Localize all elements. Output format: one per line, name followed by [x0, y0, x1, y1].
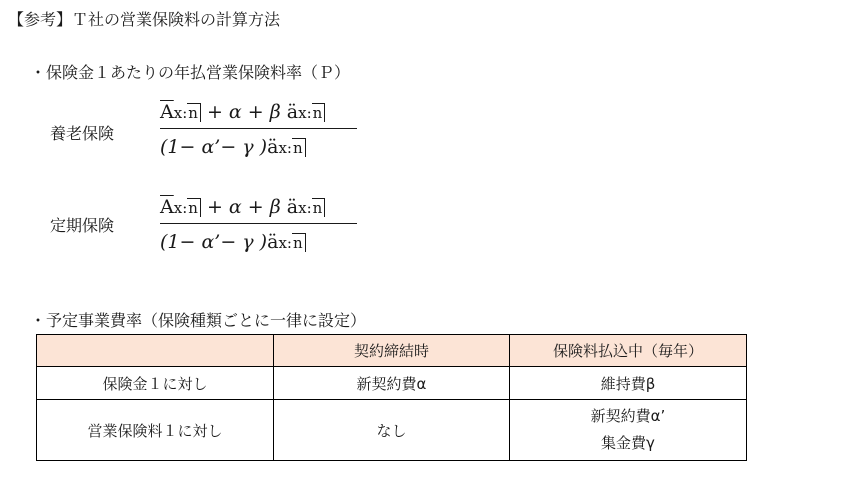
- header-cell-during-payment: 保険料払込中（毎年）: [510, 335, 747, 367]
- cell-during-payment-list: [510, 400, 747, 461]
- term-formula: [160, 195, 360, 254]
- page-title: 【参考】Ｔ社の営業保険料の計算方法: [8, 10, 281, 29]
- subscript-x: x:: [173, 199, 188, 217]
- table-row: [37, 367, 747, 400]
- denominator-lead: (1− α’− γ ): [160, 231, 268, 253]
- cell-maintenance-beta: 維持費β: [510, 367, 747, 400]
- term-insurance-label: 定期保険: [50, 216, 115, 235]
- table-row: [37, 400, 747, 461]
- subscript-x: x:: [278, 139, 292, 157]
- endowment-label: 養老保険: [50, 124, 115, 143]
- header-cell-empty: [37, 335, 274, 367]
- symbol-a-dots: ä: [267, 136, 279, 158]
- term-denominator: [160, 230, 360, 254]
- subscript-x: x:: [173, 104, 188, 122]
- expense-rate-table: [36, 334, 747, 461]
- angle-n: n: [187, 103, 201, 122]
- premium-rate-heading: ・保険金１あたりの年払営業保険料率（Ｐ）: [30, 63, 351, 82]
- loading-terms: + α + β: [200, 101, 287, 123]
- row-label-per-sum-insured: 保険金１に対し: [37, 367, 274, 400]
- angle-n: n: [292, 233, 306, 252]
- cell-collection-gamma: 集金費γ: [601, 434, 655, 452]
- subscript-x: x:: [298, 104, 312, 122]
- row-label-per-gross-premium: 営業保険料１に対し: [37, 400, 274, 461]
- fraction-bar: [160, 223, 357, 224]
- fraction-bar: [160, 128, 357, 129]
- cell-none: なし: [274, 400, 510, 461]
- symbol-a-bar: $\overline{A}$: [160, 101, 174, 123]
- endowment-formula: [160, 100, 360, 159]
- symbol-a-dots: ä: [286, 101, 299, 123]
- expense-rate-heading: ・予定事業費率（保険種類ごとに一律に設定）: [30, 311, 367, 330]
- table-header-row: [37, 335, 747, 367]
- endowment-denominator: [160, 135, 360, 159]
- endowment-numerator: [160, 100, 360, 124]
- angle-n: n: [312, 103, 326, 122]
- term-numerator: [160, 195, 360, 219]
- symbol-a-dots: ä: [286, 196, 299, 218]
- angle-n: n: [292, 138, 306, 157]
- symbol-a-bar: $\overline{A}$: [160, 196, 174, 218]
- loading-terms: + α + β: [200, 196, 287, 218]
- subscript-x: x:: [278, 234, 292, 252]
- symbol-a-dots: ä: [267, 231, 279, 253]
- cell-acquisition-alpha: 新契約費α: [274, 367, 510, 400]
- subscript-x: x:: [298, 199, 312, 217]
- angle-n: n: [312, 198, 326, 217]
- denominator-lead: (1− α’− γ ): [160, 136, 268, 158]
- cell-acquisition-alpha-prime: 新契約費α’: [590, 407, 666, 425]
- angle-n: n: [187, 198, 201, 217]
- header-cell-at-contract: 契約締結時: [274, 335, 510, 367]
